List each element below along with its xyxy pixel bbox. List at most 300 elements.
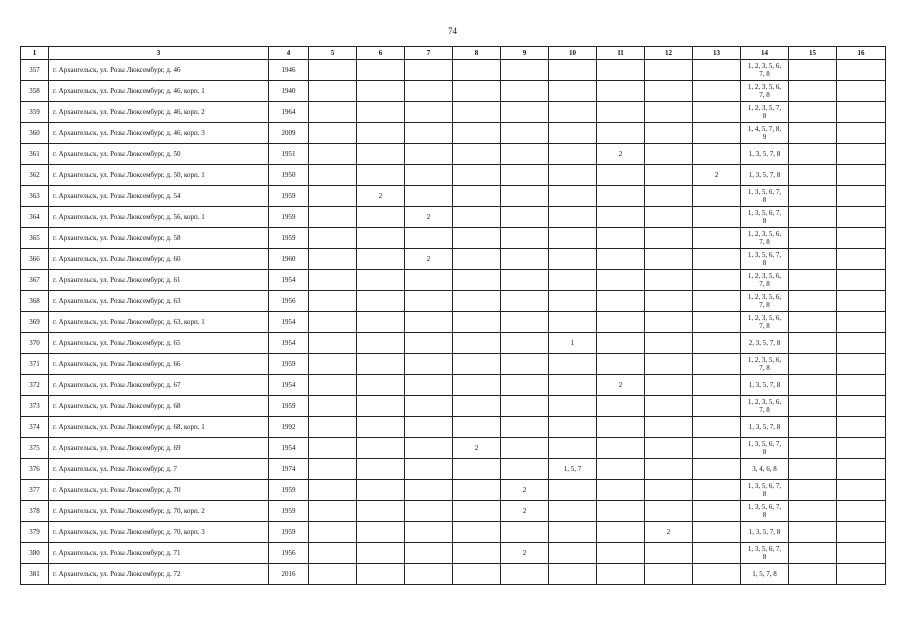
column-13-cell — [693, 249, 741, 270]
row-number-cell: 376 — [21, 459, 49, 480]
column-15-cell — [789, 123, 837, 144]
column-16-cell — [837, 396, 886, 417]
column-10-cell — [549, 207, 597, 228]
column-14-cell: 1, 3, 5, 7, 8 — [741, 417, 789, 438]
column-6-cell — [357, 270, 405, 291]
column-16-cell — [837, 438, 886, 459]
column-7-cell: 2 — [405, 249, 453, 270]
column-7-cell — [405, 522, 453, 543]
address-cell: г. Архангельск, ул. Розы Люксембург, д. 56, корп. 1 — [49, 207, 269, 228]
column-14-cell: 1, 2, 3, 5, 6, 7, 8 — [741, 396, 789, 417]
table-row — [21, 522, 886, 543]
column-11-cell — [597, 291, 645, 312]
column-15-cell — [789, 438, 837, 459]
column-15-cell — [789, 564, 837, 585]
column-13-cell — [693, 459, 741, 480]
year-cell: 1946 — [269, 60, 309, 81]
column-5-cell — [309, 354, 357, 375]
row-number-cell: 380 — [21, 543, 49, 564]
column-7-cell — [405, 333, 453, 354]
address-cell: г. Архангельск, ул. Розы Люксембург, д. 50, корп. 1 — [49, 165, 269, 186]
column-16-cell — [837, 270, 886, 291]
column-7-cell — [405, 228, 453, 249]
column-12-cell — [645, 354, 693, 375]
column-12-cell — [645, 333, 693, 354]
column-header: 10 — [549, 47, 597, 60]
column-9-cell — [501, 228, 549, 249]
row-number-cell: 360 — [21, 123, 49, 144]
row-number-cell: 378 — [21, 501, 49, 522]
column-16-cell — [837, 165, 886, 186]
year-cell: 1964 — [269, 102, 309, 123]
column-9-cell — [501, 564, 549, 585]
column-13-cell — [693, 375, 741, 396]
column-8-cell — [453, 60, 501, 81]
column-16-cell — [837, 501, 886, 522]
column-5-cell — [309, 564, 357, 585]
column-7-cell — [405, 270, 453, 291]
column-13-cell — [693, 564, 741, 585]
address-cell: г. Архангельск, ул. Розы Люксембург, д. 70, корп. 3 — [49, 522, 269, 543]
column-14-cell: 1, 3, 5, 6, 7, 8 — [741, 186, 789, 207]
column-10-cell — [549, 144, 597, 165]
column-6-cell — [357, 501, 405, 522]
column-10-cell — [549, 417, 597, 438]
address-cell: г. Архангельск, ул. Розы Люксембург, д. 65 — [49, 333, 269, 354]
address-cell: г. Архангельск, ул. Розы Люксембург, д. 72 — [49, 564, 269, 585]
column-10-cell: 1, 5, 7 — [549, 459, 597, 480]
column-5-cell — [309, 291, 357, 312]
column-11-cell — [597, 480, 645, 501]
column-12-cell — [645, 270, 693, 291]
column-8-cell — [453, 186, 501, 207]
column-12-cell — [645, 207, 693, 228]
row-number-cell: 366 — [21, 249, 49, 270]
column-header: 12 — [645, 47, 693, 60]
table-row — [21, 60, 886, 81]
row-number-cell: 357 — [21, 60, 49, 81]
column-12-cell — [645, 396, 693, 417]
column-5-cell — [309, 228, 357, 249]
column-5-cell — [309, 207, 357, 228]
column-6-cell — [357, 144, 405, 165]
column-12-cell — [645, 291, 693, 312]
address-cell: г. Архангельск, ул. Розы Люксембург, д. 66 — [49, 354, 269, 375]
address-cell: г. Архангельск, ул. Розы Люксембург, д. 46, корп. 2 — [49, 102, 269, 123]
column-7-cell — [405, 186, 453, 207]
year-cell: 1956 — [269, 291, 309, 312]
column-14-cell: 1, 2, 3, 5, 6, 7, 8 — [741, 291, 789, 312]
column-10-cell — [549, 354, 597, 375]
column-11-cell — [597, 396, 645, 417]
column-15-cell — [789, 354, 837, 375]
column-5-cell — [309, 312, 357, 333]
column-14-cell: 1, 2, 3, 5, 6, 7, 8 — [741, 60, 789, 81]
column-9-cell — [501, 354, 549, 375]
table-row — [21, 207, 886, 228]
column-13-cell: 2 — [693, 165, 741, 186]
table-row — [21, 480, 886, 501]
column-9-cell — [501, 249, 549, 270]
address-cell: г. Архангельск, ул. Розы Люксембург, д. 69 — [49, 438, 269, 459]
row-number-cell: 375 — [21, 438, 49, 459]
column-5-cell — [309, 165, 357, 186]
table-row — [21, 270, 886, 291]
column-16-cell — [837, 543, 886, 564]
column-16-cell — [837, 459, 886, 480]
column-8-cell — [453, 354, 501, 375]
column-13-cell — [693, 480, 741, 501]
column-13-cell — [693, 417, 741, 438]
year-cell: 1954 — [269, 270, 309, 291]
column-12-cell — [645, 417, 693, 438]
year-cell: 1992 — [269, 417, 309, 438]
column-11-cell — [597, 564, 645, 585]
column-14-cell: 1, 3, 5, 6, 7, 8 — [741, 249, 789, 270]
row-number-cell: 358 — [21, 81, 49, 102]
year-cell: 2009 — [269, 123, 309, 144]
column-13-cell — [693, 291, 741, 312]
column-6-cell — [357, 81, 405, 102]
column-6-cell — [357, 417, 405, 438]
column-5-cell — [309, 102, 357, 123]
column-7-cell — [405, 417, 453, 438]
column-15-cell — [789, 144, 837, 165]
column-16-cell — [837, 354, 886, 375]
column-8-cell — [453, 459, 501, 480]
column-13-cell — [693, 270, 741, 291]
column-header: 8 — [453, 47, 501, 60]
column-header: 16 — [837, 47, 886, 60]
row-number-cell: 374 — [21, 417, 49, 438]
column-6-cell — [357, 165, 405, 186]
address-cell: г. Архангельск, ул. Розы Люксембург, д. 71 — [49, 543, 269, 564]
column-6-cell — [357, 207, 405, 228]
table-row — [21, 564, 886, 585]
year-cell: 1959 — [269, 480, 309, 501]
column-14-cell: 1, 3, 5, 6, 7, 8 — [741, 501, 789, 522]
column-13-cell — [693, 438, 741, 459]
column-16-cell — [837, 81, 886, 102]
table-row — [21, 417, 886, 438]
column-7-cell — [405, 501, 453, 522]
column-16-cell — [837, 102, 886, 123]
column-14-cell: 3, 4, 6, 8 — [741, 459, 789, 480]
year-cell: 1959 — [269, 501, 309, 522]
column-15-cell — [789, 81, 837, 102]
row-number-cell: 369 — [21, 312, 49, 333]
table-row — [21, 375, 886, 396]
year-cell: 1959 — [269, 354, 309, 375]
column-9-cell — [501, 165, 549, 186]
column-5-cell — [309, 501, 357, 522]
column-16-cell — [837, 417, 886, 438]
column-15-cell — [789, 165, 837, 186]
column-16-cell — [837, 291, 886, 312]
column-10-cell — [549, 186, 597, 207]
row-number-cell: 372 — [21, 375, 49, 396]
column-10-cell — [549, 564, 597, 585]
column-11-cell — [597, 249, 645, 270]
column-header: 11 — [597, 47, 645, 60]
column-14-cell: 1, 3, 5, 6, 7, 8 — [741, 438, 789, 459]
column-14-cell: 2, 3, 5, 7, 8 — [741, 333, 789, 354]
row-number-cell: 370 — [21, 333, 49, 354]
column-11-cell — [597, 333, 645, 354]
column-14-cell: 1, 3, 5, 7, 8 — [741, 522, 789, 543]
column-5-cell — [309, 81, 357, 102]
column-6-cell — [357, 459, 405, 480]
column-8-cell — [453, 417, 501, 438]
column-16-cell — [837, 249, 886, 270]
column-5-cell — [309, 375, 357, 396]
column-10-cell — [549, 522, 597, 543]
row-number-cell: 368 — [21, 291, 49, 312]
column-header: 14 — [741, 47, 789, 60]
address-cell: г. Архангельск, ул. Розы Люксембург, д. 61 — [49, 270, 269, 291]
year-cell: 1959 — [269, 186, 309, 207]
column-15-cell — [789, 207, 837, 228]
column-11-cell — [597, 522, 645, 543]
column-5-cell — [309, 144, 357, 165]
column-9-cell — [501, 60, 549, 81]
column-13-cell — [693, 207, 741, 228]
column-9-cell — [501, 81, 549, 102]
column-8-cell — [453, 291, 501, 312]
column-11-cell — [597, 186, 645, 207]
column-8-cell: 2 — [453, 438, 501, 459]
column-5-cell — [309, 522, 357, 543]
column-11-cell — [597, 228, 645, 249]
column-8-cell — [453, 81, 501, 102]
column-11-cell — [597, 270, 645, 291]
address-cell: г. Архангельск, ул. Розы Люксембург, д. 7 — [49, 459, 269, 480]
column-8-cell — [453, 228, 501, 249]
column-5-cell — [309, 123, 357, 144]
column-15-cell — [789, 543, 837, 564]
column-15-cell — [789, 270, 837, 291]
column-14-cell: 1, 3, 5, 6, 7, 8 — [741, 207, 789, 228]
column-12-cell — [645, 501, 693, 522]
column-7-cell — [405, 60, 453, 81]
column-11-cell — [597, 312, 645, 333]
column-7-cell — [405, 543, 453, 564]
year-cell: 1959 — [269, 207, 309, 228]
column-10-cell — [549, 270, 597, 291]
column-10-cell — [549, 438, 597, 459]
column-5-cell — [309, 186, 357, 207]
column-15-cell — [789, 312, 837, 333]
column-9-cell — [501, 438, 549, 459]
row-number-cell: 362 — [21, 165, 49, 186]
column-6-cell — [357, 312, 405, 333]
address-cell: г. Архангельск, ул. Розы Люксембург, д. 67 — [49, 375, 269, 396]
column-6-cell — [357, 438, 405, 459]
column-5-cell — [309, 60, 357, 81]
row-number-cell: 359 — [21, 102, 49, 123]
column-9-cell — [501, 522, 549, 543]
column-13-cell — [693, 60, 741, 81]
column-16-cell — [837, 207, 886, 228]
column-7-cell — [405, 375, 453, 396]
column-7-cell — [405, 354, 453, 375]
column-8-cell — [453, 564, 501, 585]
column-6-cell — [357, 564, 405, 585]
column-16-cell — [837, 228, 886, 249]
column-7-cell — [405, 165, 453, 186]
table-row — [21, 291, 886, 312]
column-9-cell: 2 — [501, 480, 549, 501]
table-row — [21, 165, 886, 186]
column-7-cell — [405, 144, 453, 165]
column-7-cell — [405, 312, 453, 333]
row-number-cell: 381 — [21, 564, 49, 585]
column-5-cell — [309, 480, 357, 501]
column-11-cell — [597, 543, 645, 564]
table-row — [21, 123, 886, 144]
column-14-cell: 1, 2, 3, 5, 6, 7, 8 — [741, 312, 789, 333]
column-14-cell: 1, 3, 5, 7, 8 — [741, 144, 789, 165]
column-header: 4 — [269, 47, 309, 60]
table-row — [21, 543, 886, 564]
year-cell: 1950 — [269, 165, 309, 186]
row-number-cell: 377 — [21, 480, 49, 501]
year-cell: 1974 — [269, 459, 309, 480]
column-9-cell: 2 — [501, 543, 549, 564]
address-cell: г. Архангельск, ул. Розы Люксембург, д. 70, корп. 2 — [49, 501, 269, 522]
column-10-cell — [549, 375, 597, 396]
column-14-cell: 1, 2, 3, 5, 7, 8 — [741, 102, 789, 123]
column-12-cell — [645, 186, 693, 207]
column-16-cell — [837, 60, 886, 81]
column-11-cell — [597, 102, 645, 123]
column-header: 7 — [405, 47, 453, 60]
column-6-cell — [357, 396, 405, 417]
column-14-cell: 1, 4, 5, 7, 8, 9 — [741, 123, 789, 144]
column-11-cell — [597, 459, 645, 480]
column-8-cell — [453, 312, 501, 333]
column-6-cell — [357, 123, 405, 144]
row-number-cell: 367 — [21, 270, 49, 291]
table-row — [21, 228, 886, 249]
column-12-cell: 2 — [645, 522, 693, 543]
column-10-cell — [549, 543, 597, 564]
column-16-cell — [837, 333, 886, 354]
column-13-cell — [693, 522, 741, 543]
year-cell: 1954 — [269, 438, 309, 459]
column-8-cell — [453, 522, 501, 543]
address-cell: г. Архангельск, ул. Розы Люксембург, д. 63 — [49, 291, 269, 312]
column-13-cell — [693, 81, 741, 102]
column-15-cell — [789, 375, 837, 396]
column-header: 9 — [501, 47, 549, 60]
column-11-cell — [597, 207, 645, 228]
column-9-cell — [501, 102, 549, 123]
column-11-cell — [597, 417, 645, 438]
column-10-cell — [549, 81, 597, 102]
column-12-cell — [645, 480, 693, 501]
column-11-cell — [597, 81, 645, 102]
year-cell: 2016 — [269, 564, 309, 585]
table-row — [21, 459, 886, 480]
column-15-cell — [789, 228, 837, 249]
column-11-cell — [597, 123, 645, 144]
column-15-cell — [789, 249, 837, 270]
address-cell: г. Архангельск, ул. Розы Люксембург, д. 60 — [49, 249, 269, 270]
column-13-cell — [693, 102, 741, 123]
column-5-cell — [309, 417, 357, 438]
row-number-cell: 363 — [21, 186, 49, 207]
column-14-cell: 1, 3, 5, 7, 8 — [741, 165, 789, 186]
row-number-cell: 371 — [21, 354, 49, 375]
column-10-cell — [549, 60, 597, 81]
column-10-cell — [549, 480, 597, 501]
column-12-cell — [645, 60, 693, 81]
column-9-cell — [501, 207, 549, 228]
column-15-cell — [789, 186, 837, 207]
column-9-cell — [501, 291, 549, 312]
column-12-cell — [645, 459, 693, 480]
column-12-cell — [645, 228, 693, 249]
column-15-cell — [789, 480, 837, 501]
column-11-cell: 2 — [597, 144, 645, 165]
column-13-cell — [693, 396, 741, 417]
year-cell: 1956 — [269, 543, 309, 564]
column-14-cell: 1, 3, 5, 6, 7, 8 — [741, 543, 789, 564]
column-11-cell — [597, 501, 645, 522]
column-header: 15 — [789, 47, 837, 60]
column-10-cell — [549, 102, 597, 123]
column-11-cell — [597, 165, 645, 186]
column-14-cell: 1, 5, 7, 8 — [741, 564, 789, 585]
row-number-cell: 373 — [21, 396, 49, 417]
column-13-cell — [693, 312, 741, 333]
table-row — [21, 102, 886, 123]
page-number: 74 — [448, 26, 457, 36]
column-10-cell — [549, 165, 597, 186]
column-14-cell: 1, 3, 5, 6, 7, 8 — [741, 480, 789, 501]
column-15-cell — [789, 291, 837, 312]
column-6-cell: 2 — [357, 186, 405, 207]
column-8-cell — [453, 165, 501, 186]
column-8-cell — [453, 102, 501, 123]
row-number-cell: 365 — [21, 228, 49, 249]
column-10-cell — [549, 501, 597, 522]
column-13-cell — [693, 501, 741, 522]
column-8-cell — [453, 123, 501, 144]
column-10-cell — [549, 396, 597, 417]
column-13-cell — [693, 186, 741, 207]
column-14-cell: 1, 2, 3, 5, 6, 7, 8 — [741, 270, 789, 291]
column-7-cell — [405, 123, 453, 144]
column-15-cell — [789, 417, 837, 438]
column-8-cell — [453, 207, 501, 228]
column-14-cell: 1, 2, 3, 5, 6, 7, 8 — [741, 354, 789, 375]
table-row — [21, 354, 886, 375]
column-8-cell — [453, 249, 501, 270]
column-5-cell — [309, 396, 357, 417]
column-12-cell — [645, 375, 693, 396]
column-6-cell — [357, 354, 405, 375]
address-cell: г. Архангельск, ул. Розы Люксембург, д. 63, корп. 1 — [49, 312, 269, 333]
column-15-cell — [789, 459, 837, 480]
column-15-cell — [789, 501, 837, 522]
column-header: 3 — [49, 47, 269, 60]
address-cell: г. Архангельск, ул. Розы Люксембург, д. 70 — [49, 480, 269, 501]
column-15-cell — [789, 333, 837, 354]
column-header: 5 — [309, 47, 357, 60]
column-12-cell — [645, 312, 693, 333]
